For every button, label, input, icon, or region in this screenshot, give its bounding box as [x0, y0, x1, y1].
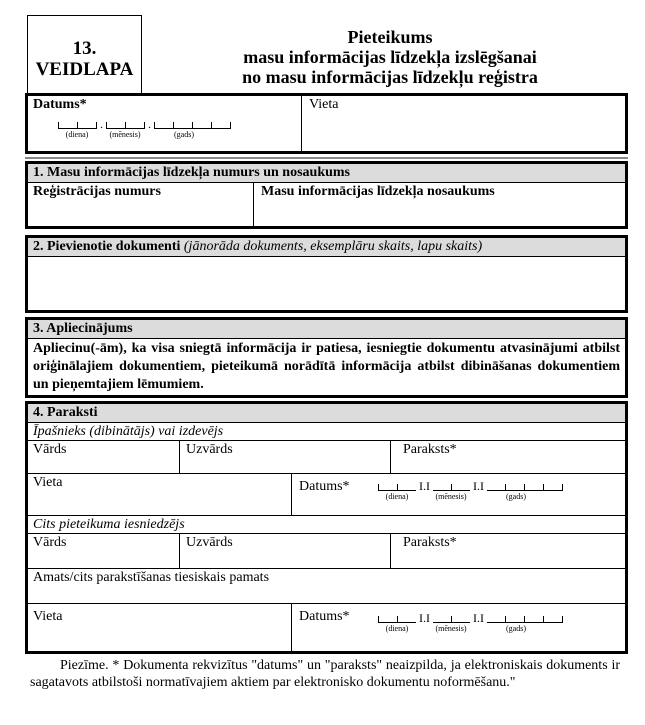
declaration-text: Apliecinu(-ām), ka visa sniegtā informācija ir patiesa, iesniegtie dokumentu atvasinājumi atbilst oriģinālajiem dokumentiem, pieteikumā norādītā informācija atbilst dibināšanas dokumentiem un pieņemtajiem lēmumiem.	[33, 341, 620, 392]
section-2-title: 2. Pievienotie dokumenti (jānorāda dokuments, eksemplāru skaits, lapu skaits)	[28, 238, 625, 257]
day-caption: (diena)	[385, 624, 409, 633]
month-caption: (mēnesis)	[109, 130, 141, 139]
owner-place-date-row	[28, 474, 625, 516]
signature-label: Paraksts*	[403, 535, 457, 550]
section-2	[25, 235, 628, 313]
media-name-label: Masu informācijas līdzekļa nosaukums	[261, 184, 495, 199]
date-field[interactable]: (diena) . (mēnesis) . (gads)	[58, 118, 231, 129]
form-title	[150, 27, 630, 87]
owner-date-field[interactable]: (diena) I.I (mēnesis) I.I (gads)	[378, 480, 563, 491]
footnote: Piezīme. * Dokumenta rekvizītus "datums" un "paraksts" neaizpilda, ja elektroniskais dokuments ir sagatavots atbilstoši normatīvajiem aktiem par elektronisko dokumentu noformēšanu."	[30, 658, 620, 690]
reg-number-label: Reģistrācijas numurs	[33, 184, 161, 199]
other-place-date-row	[28, 604, 625, 652]
form-label: VEIDLAPA	[35, 59, 134, 80]
divider	[25, 157, 628, 159]
date-label: Datums*	[33, 97, 87, 112]
section-1	[25, 161, 628, 229]
section-3-title: 3. Apliecinājums	[28, 320, 625, 339]
surname-label: Uzvārds	[186, 442, 233, 457]
surname-label: Uzvārds	[186, 535, 233, 550]
title-line: masu informācijas līdzekļa izslēgšanai	[243, 47, 537, 67]
other-date-field[interactable]: (diena) I.I (mēnesis) I.I (gads)	[378, 612, 563, 623]
section-3	[25, 317, 628, 398]
year-caption: (gads)	[174, 130, 194, 139]
form-number-box	[27, 15, 142, 94]
place-label: Vieta	[33, 609, 63, 624]
date-label: Datums*	[299, 479, 350, 494]
other-name-row	[28, 534, 625, 569]
date-place-box	[25, 93, 628, 154]
section-1-title: 1. Masu informācijas līdzekļa numurs un nosaukums	[28, 164, 625, 183]
month-caption: (mēnesis)	[435, 492, 467, 501]
month-caption: (mēnesis)	[435, 624, 467, 633]
other-applicant-subtitle: Cits pieteikuma iesniedzējs	[28, 516, 625, 534]
form-number: 13.	[72, 38, 97, 59]
day-caption: (diena)	[65, 130, 89, 139]
title-line: Pieteikums	[347, 27, 433, 47]
place-label: Vieta	[309, 97, 339, 112]
position-row	[28, 569, 625, 604]
day-caption: (diena)	[385, 492, 409, 501]
date-label: Datums*	[299, 609, 350, 624]
year-caption: (gads)	[506, 624, 526, 633]
name-label: Vārds	[33, 442, 67, 457]
section-4-title: 4. Paraksti	[28, 404, 625, 423]
owner-name-row	[28, 441, 625, 474]
position-label: Amats/cits parakstīšanas tiesiskais pamats	[33, 570, 270, 585]
owner-subtitle: Īpašnieks (dibinātājs) vai izdevējs	[28, 423, 625, 441]
section-4	[25, 401, 628, 654]
attached-documents-field[interactable]	[28, 257, 625, 311]
title-line: no masu informācijas līdzekļu reģistra	[242, 67, 538, 87]
year-caption: (gads)	[506, 492, 526, 501]
place-label: Vieta	[33, 475, 63, 490]
name-label: Vārds	[33, 535, 67, 550]
signature-label: Paraksts*	[403, 442, 457, 457]
